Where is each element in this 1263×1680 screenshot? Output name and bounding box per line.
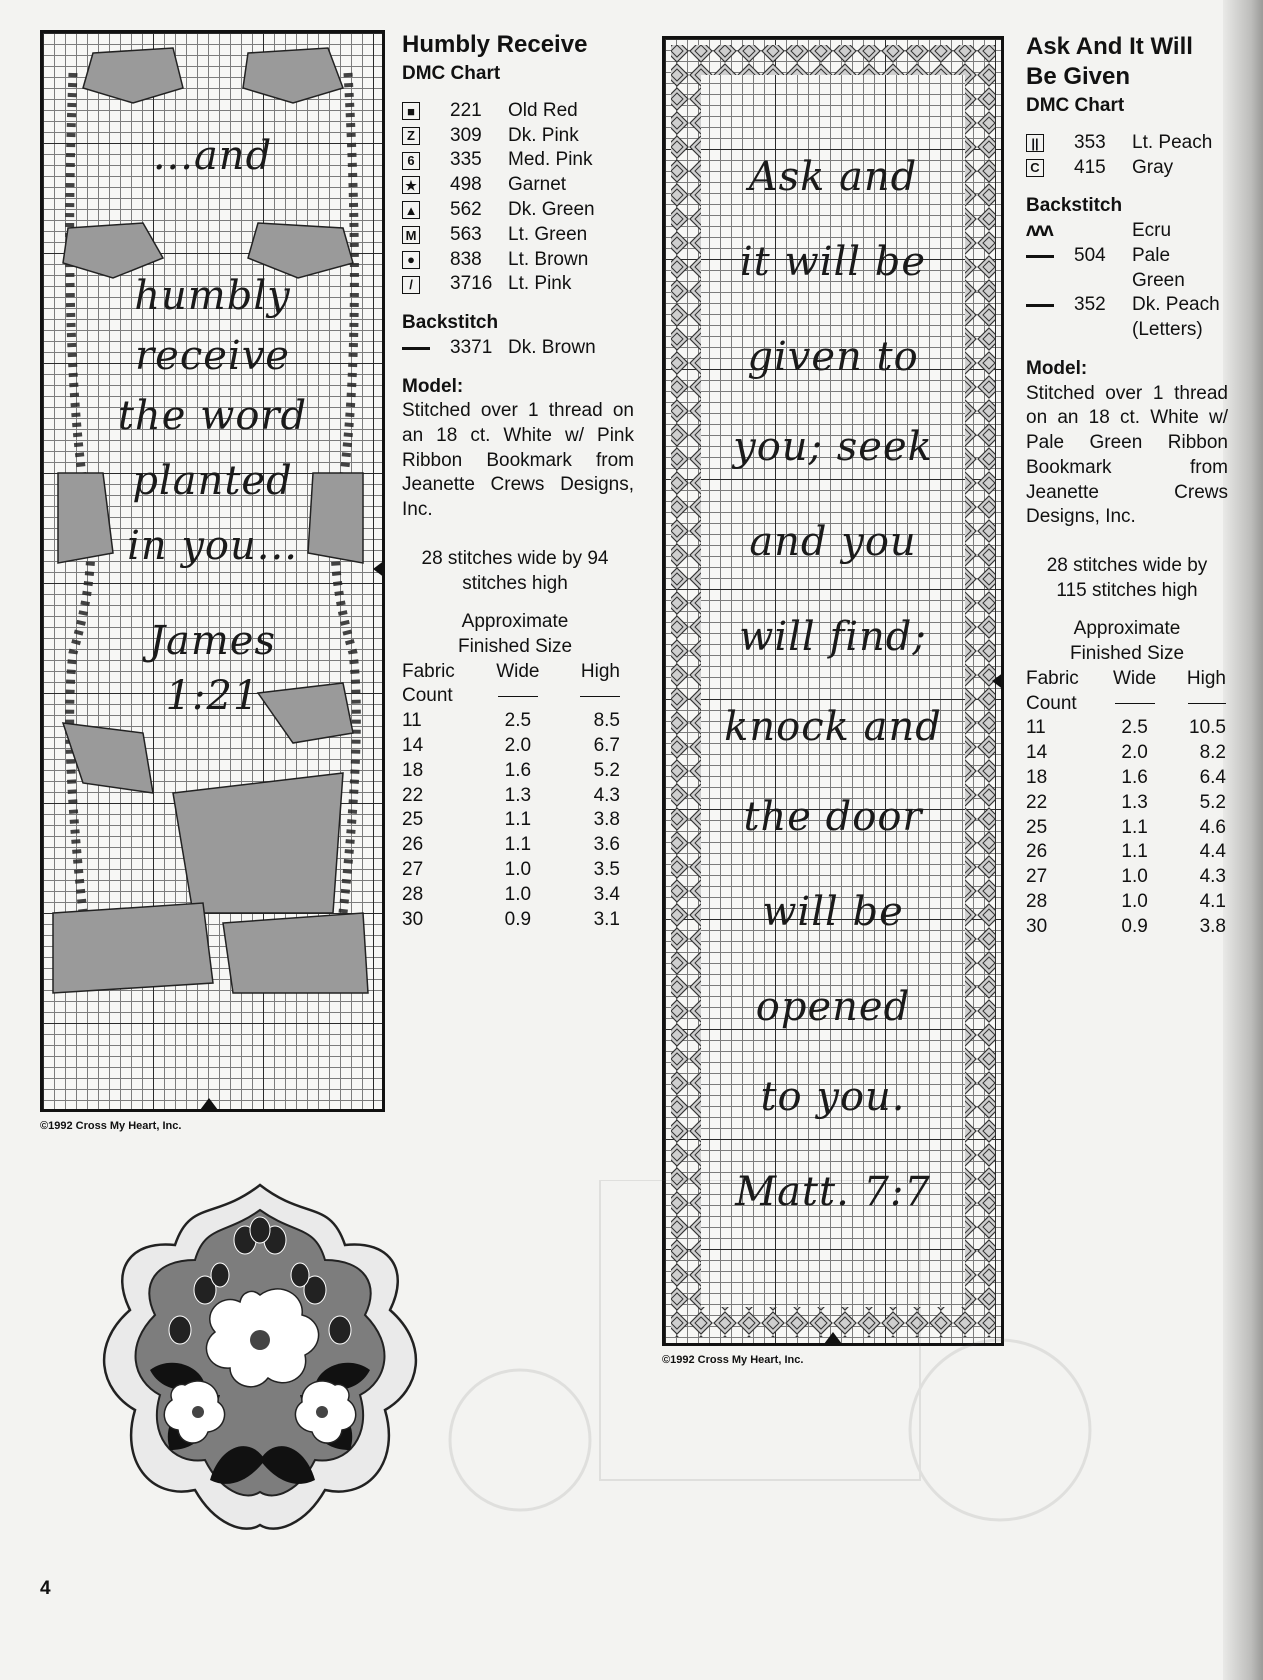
- chart-line-6: in you...: [127, 523, 298, 569]
- backstitch-line-icon: [1026, 255, 1054, 258]
- table-row: 26 1.1 4.4: [1026, 841, 1226, 863]
- table-row: 28 1.0 3.4: [402, 883, 620, 905]
- left-model-title: Model:: [402, 375, 464, 397]
- humbly-receive-chart: [40, 30, 385, 1112]
- floral-motif-illustration: [90, 1180, 430, 1540]
- right-size-table: Fabric Wide High Count 11 2.5 10.5 14 2.0 8.2 18 1.6 6.4 22 1.3 5.2 25 1.1 4.6 26 1.1 4.4 27 1.0 4.3 28 1.0 4.1 30 0.9 3.8: [1026, 667, 1226, 940]
- table-row: 14 2.0 8.2: [1026, 742, 1226, 764]
- table-row: 11 2.5 10.5: [1026, 717, 1226, 739]
- table-row: 11 2.5 8.5: [402, 710, 620, 732]
- left-subtitle: DMC Chart: [402, 63, 501, 84]
- floral-border-pattern: [43, 33, 382, 1109]
- legend-item: / 3716 Lt. Pink: [402, 272, 634, 297]
- diamond-border-pattern: [665, 39, 1001, 1343]
- chart-line-10: opened: [755, 984, 911, 1030]
- chart-line-2: it will be: [739, 239, 927, 285]
- chart-line-7: knock and: [724, 704, 942, 750]
- right-subtitle: DMC Chart: [1026, 95, 1125, 116]
- table-row: 26 1.1 3.6: [402, 834, 620, 856]
- symbol-triangle-icon: ▲: [402, 201, 420, 219]
- legend-item: ● 838 Lt. Brown: [402, 247, 634, 272]
- symbol-m-icon: M: [402, 226, 420, 244]
- table-row: 30 0.9 3.8: [1026, 915, 1226, 937]
- legend-item: Z 309 Dk. Pink: [402, 124, 634, 149]
- table-row: 27 1.0 4.3: [1026, 866, 1226, 888]
- table-row: 25 1.1 4.6: [1026, 816, 1226, 838]
- chart-line-6: will find;: [739, 614, 927, 660]
- chart-line-8: 1:21: [165, 673, 260, 719]
- legend-item: ★ 498 Garnet: [402, 173, 634, 198]
- table-row: 18 1.6 6.4: [1026, 766, 1226, 788]
- table-row: 25 1.1 3.8: [402, 809, 620, 831]
- table-row: 28 1.0 4.1: [1026, 890, 1226, 912]
- right-title-line-2: Be Given: [1026, 63, 1131, 90]
- center-marker-bottom: [200, 1098, 218, 1110]
- humbly-receive-info: [402, 30, 634, 932]
- center-marker-right: [992, 672, 1004, 690]
- left-dimensions: 28 stitches wide by 94 stitches high: [421, 547, 609, 594]
- right-size-title-2: Finished Size: [1069, 643, 1185, 665]
- chart-line-1: ...and: [152, 133, 273, 179]
- symbol-square-icon: ■: [402, 102, 420, 120]
- legend-item: ▲ 562 Dk. Green: [402, 198, 634, 223]
- table-row: 18 1.6 5.2: [402, 759, 620, 781]
- chart-line-11: to you.: [760, 1074, 906, 1120]
- left-legend: [402, 99, 634, 297]
- chart-line-1: Ask and: [748, 154, 918, 200]
- right-size-title-1: Approximate: [1073, 618, 1181, 640]
- page-number: 4: [40, 1578, 51, 1599]
- symbol-c-icon: C: [1026, 159, 1044, 177]
- right-backstitch-title: Backstitch: [1026, 195, 1123, 217]
- legend-item: 6 335 Med. Pink: [402, 148, 634, 173]
- chart-line-9: will be: [762, 889, 904, 935]
- right-title-line-1: Ask And It Will: [1026, 33, 1193, 60]
- chart-line-5: planted: [132, 458, 293, 504]
- table-row: 14 2.0 6.7: [402, 735, 620, 757]
- symbol-star-icon: ★: [402, 176, 420, 194]
- backstitch-item: 352 Dk. Peach: [1026, 293, 1228, 318]
- chart-line-3: receive: [135, 333, 290, 379]
- left-size-title-2: Finished Size: [457, 635, 573, 657]
- table-row: 22 1.3 4.3: [402, 784, 620, 806]
- chart-line-3: given to: [747, 334, 919, 380]
- right-dimensions-2: 115 stitches high: [1056, 579, 1198, 601]
- symbol-double-bar-icon: ||: [1026, 134, 1044, 152]
- page-edge-shadow: [1223, 0, 1263, 1680]
- symbol-six-icon: 6: [402, 152, 420, 170]
- right-model-text: Stitched over 1 thread on an 18 ct. White w/ Pale Green Ribbon Bookmark from Jeanette Crews Designs, Inc.: [1026, 382, 1228, 528]
- legend-item: || 353 Lt. Peach: [1026, 131, 1228, 156]
- symbol-slash-icon: /: [402, 276, 420, 294]
- backstitch-line-icon: [1026, 304, 1054, 307]
- left-title: Humbly Receive: [402, 31, 588, 58]
- ask-and-it-will-be-given-info: Ask And It Will Be Given DMC Chart || 353 Lt. Peach C 415 Gray Backstitch ᴧᴧᴧ Ecru 504 Pale Green 352 Dk. Peach (Letters) Model: Stitched over 1 thread on an 18 ct. White w/ Pale Green Ribbon Bookmark from Jeanette Crews Designs, Inc. 28 stitches wide by 115 stitches high Approximate Finished Size Fabric Wide High Count 11 2.5 10.5 14 2.0 8.2 18 1.6 6.4 22 1.3 5.2 25 1.1 4.6 26 1.1 4.4 27 1.0 4.3 28 1.0 4.1 30 0.9 3.8: [1026, 32, 1228, 939]
- chart-line-7: James: [148, 618, 276, 664]
- symbol-dot-icon: ●: [402, 251, 420, 269]
- chart-line-5: and you: [749, 519, 917, 565]
- backstitch-wave-icon: ᴧᴧᴧ: [1026, 220, 1052, 242]
- legend-item: ■ 221 Old Red: [402, 99, 634, 124]
- legend-item: C 415 Gray: [1026, 156, 1228, 181]
- symbol-z-icon: Z: [402, 127, 420, 145]
- ask-and-it-will-be-given-chart: [662, 36, 1004, 1346]
- chart-line-12: Matt. 7:7: [735, 1169, 931, 1215]
- backstitch-item: ᴧᴧᴧ Ecru: [1026, 219, 1228, 244]
- center-marker-right: [373, 560, 385, 578]
- left-copyright: ©1992 Cross My Heart, Inc.: [40, 1120, 182, 1132]
- table-row: 27 1.0 3.5: [402, 859, 620, 881]
- left-model-text: Stitched over 1 thread on an 18 ct. White w/ Pink Ribbon Bookmark from Jeanette Crews Designs, Inc.: [402, 400, 634, 521]
- left-size-title-1: Approximate: [461, 611, 569, 633]
- left-size-table: Fabric Wide High Count 11 2.5 8.5 14 2.0 6.7 18 1.6 5.2 22 1.3 4.3 25 1.1 3.8 26 1.1 3.6 27 1.0 3.5 28 1.0 3.4 30 0.9 3.1: [402, 660, 620, 933]
- chart-line-2: humbly: [134, 273, 291, 319]
- right-dimensions-1: 28 stitches wide by: [1046, 554, 1208, 576]
- backstitch-item: 504 Pale: [1026, 244, 1228, 269]
- right-copyright: ©1992 Cross My Heart, Inc.: [662, 1354, 804, 1366]
- right-legend: [1026, 131, 1228, 181]
- show-through-ghost: [400, 1180, 1200, 1580]
- chart-line-4: you; seek: [733, 424, 933, 470]
- chart-line-4: the word: [117, 393, 308, 439]
- table-row: 30 0.9 3.1: [402, 908, 620, 930]
- backstitch-line-icon: [402, 347, 430, 350]
- left-backstitch-title: Backstitch: [402, 312, 499, 334]
- table-row: 22 1.3 5.2: [1026, 791, 1226, 813]
- chart-line-8: the door: [743, 794, 923, 840]
- backstitch-item: 3371 Dk. Brown: [402, 336, 634, 361]
- right-model-title: Model:: [1026, 357, 1088, 379]
- legend-item: M 563 Lt. Green: [402, 223, 634, 248]
